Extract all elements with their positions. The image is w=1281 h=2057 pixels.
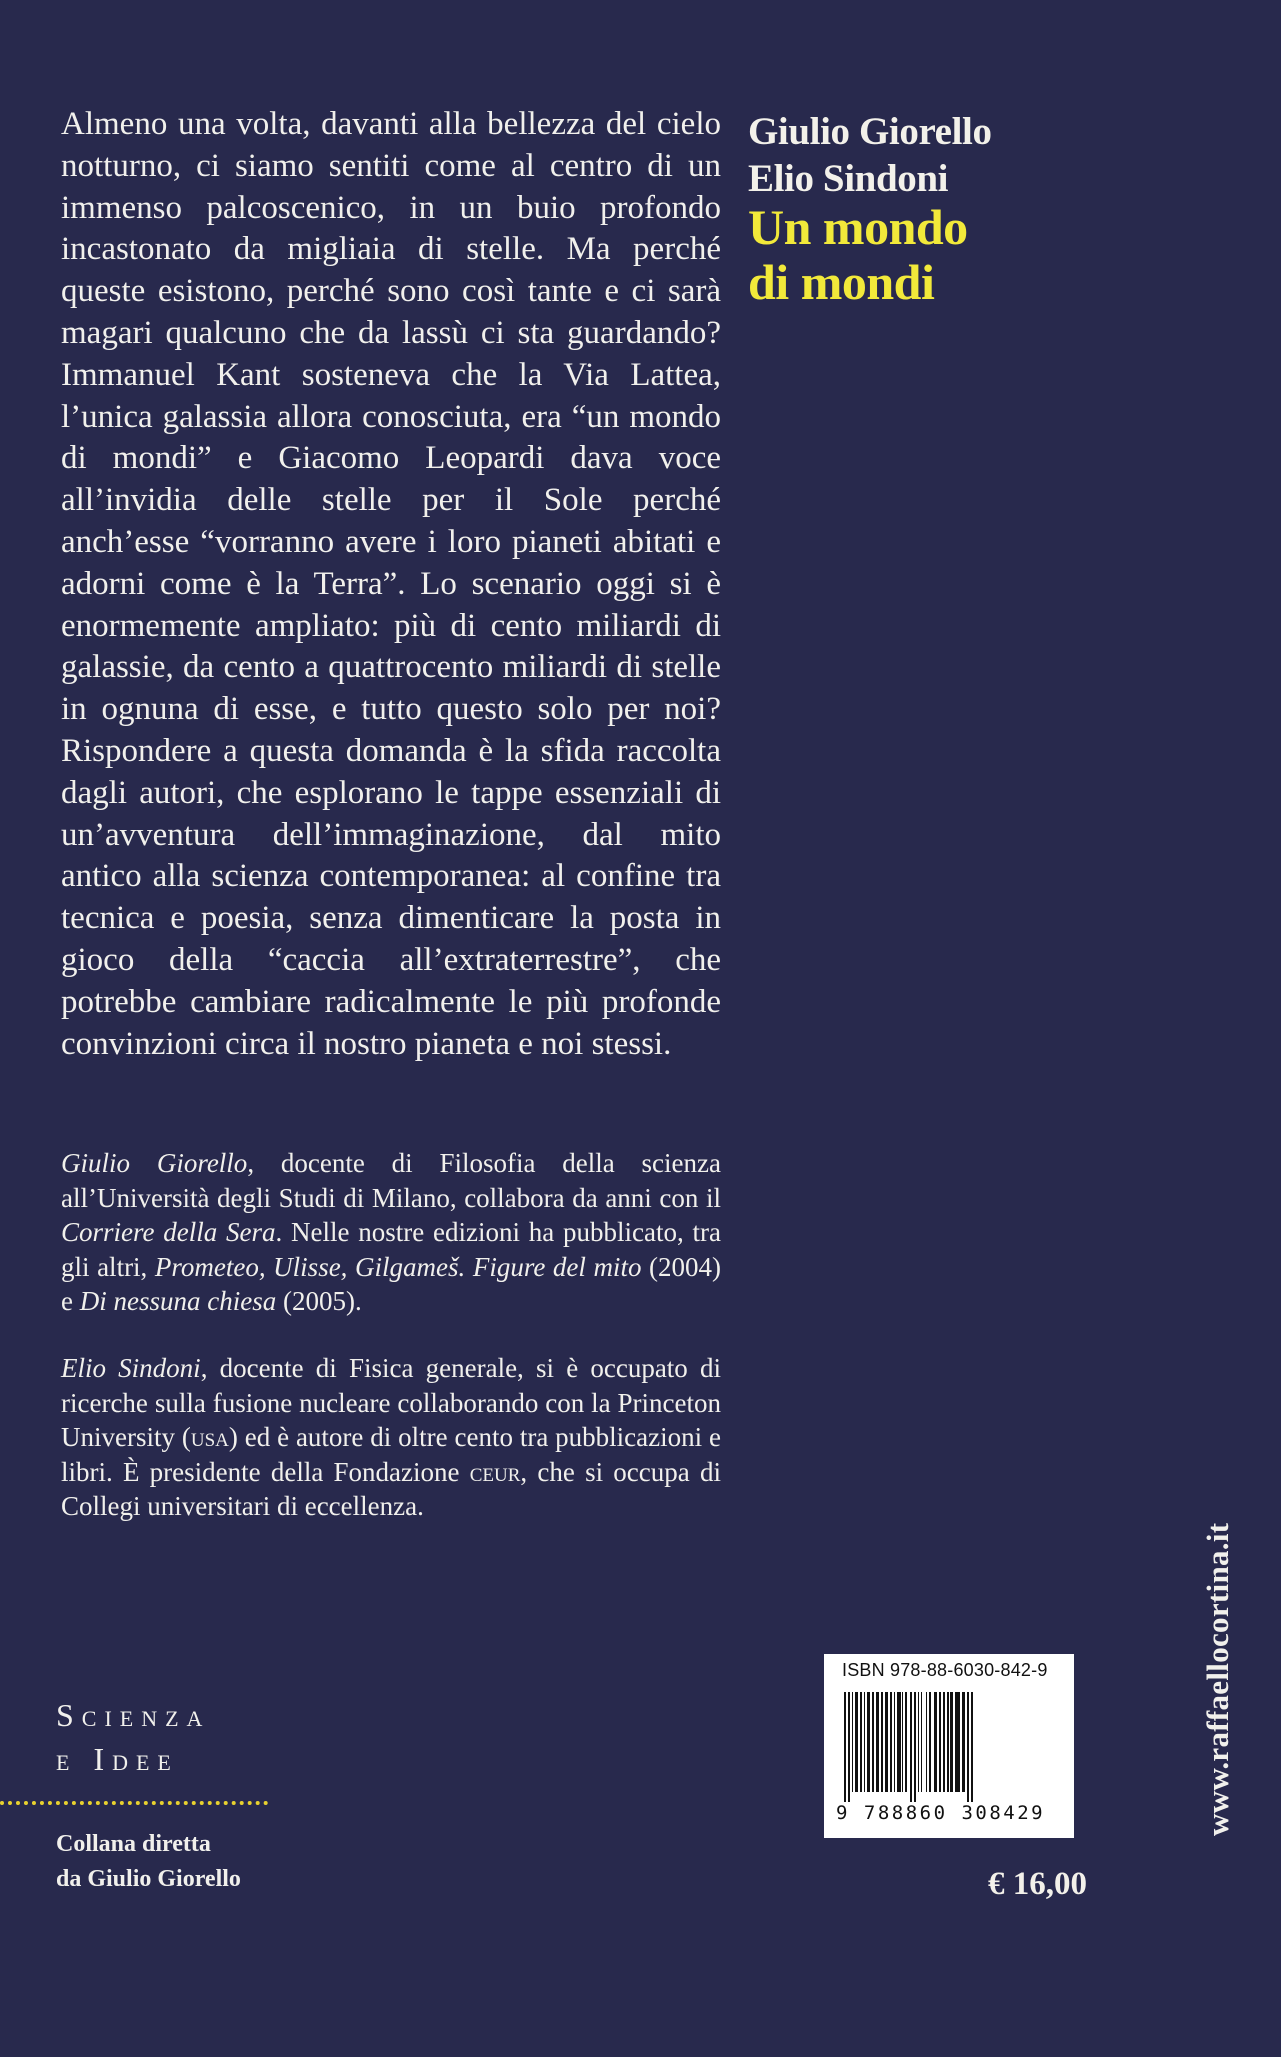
author-name: Giulio Giorello [748, 110, 992, 153]
book-blurb: Almeno una volta, davanti alla bellezza del cielo notturno, ci siamo sentiti come al centro di un immenso palcoscenico, in un buio profondo incastonato da migliaia di stelle. Ma perché queste esistono, perché sono così tante e ci sarà magari qualcuno che da lassù ci sta guardando? Immanuel Kant sosteneva che la Via Lattea, l’unica galassia allora conosciuta, era “un mondo di mondi” e Giacomo Leopardi dava voce all’invidia delle stelle per il Sole perché anch’esse “vorranno avere i loro pianeti abitati e adorni come è la Terra”. Lo scenario oggi si è enormemente ampliato: più di cento miliardi di galassie, da cento a quattrocento miliardi di stelle in ognuna di esse, e tutto questo solo per noi? Rispondere a questa domanda è la sfida raccolta dagli autori, che esplorano le tappe essenziali di un’avventura dell’immaginazione, dal mito antico alla scienza contemporanea: al confine tra tecnica e poesia, senza dimenticare la posta in gioco della “caccia all’extraterrestre”, che potrebbe cambiare radicalmente le più profonde convinzioni circa il nostro pianeta e noi stessi. [61, 106, 721, 1062]
barcode-bar [947, 1692, 949, 1792]
isbn-barcode [824, 1654, 1074, 1838]
barcode-bar [910, 1692, 912, 1802]
book-title-line: Un mondo [748, 199, 968, 255]
barcode-bar [848, 1692, 850, 1802]
publisher-website: www.raffaellocortina.it [1200, 1522, 1235, 1836]
book-title [748, 200, 968, 310]
author-bio-giorello: Giulio Giorello, docente di Filosofia della scienza all’Università degli Studi di Milano, collabora da anni con il Corriere della Sera. Nelle nostre edizioni ha pubblicato, tra gli altri, Prometeo, Ulisse, Gilgameš. Figure del mito (2004) e Di nessuna chiesa (2005). [61, 1148, 722, 1316]
author-name: Elio Sindoni [748, 157, 949, 200]
book-authors [748, 108, 992, 202]
barcode-bar [962, 1692, 965, 1792]
barcode-bar [855, 1692, 858, 1792]
series-editor: Collana diretta da Giulio Giorello [56, 1831, 241, 1892]
barcode-bar [885, 1692, 888, 1792]
barcode-bar [860, 1692, 862, 1792]
author-bio-sindoni: Elio Sindoni, docente di Fisica generale, si è occupato di ricerche sulla fusione nucleare collaborando con la Princeton University (usa) ed è autore di oltre cento tra pubblicazioni e libri. È presidente della Fondazione ceur, che si occupa di Collegi universitari di eccellenza. [61, 1353, 721, 1521]
barcode-bar [939, 1692, 941, 1792]
barcode-bar [890, 1692, 892, 1792]
barcode-bar [929, 1692, 931, 1792]
book-title-line: di mondi [748, 254, 935, 310]
barcode-bar [852, 1692, 853, 1792]
barcode-bar [959, 1692, 960, 1792]
barcode-bar [918, 1692, 919, 1792]
ean-digits: 9 788860 308429 [836, 1802, 1046, 1824]
barcode-bar [867, 1692, 870, 1792]
isbn-number: ISBN 978-88-6030-842-9 [842, 1660, 1048, 1680]
series-name-line: Scienza [56, 1697, 211, 1733]
barcode-bar [934, 1692, 937, 1792]
barcode-bar [943, 1692, 945, 1792]
barcode-bar [844, 1692, 846, 1802]
barcode-bar [955, 1692, 959, 1792]
barcode-bar [967, 1692, 969, 1802]
series-name [56, 1693, 276, 1781]
barcode-bar [897, 1692, 901, 1792]
barcode-bar [905, 1692, 907, 1792]
barcode-bar [894, 1692, 895, 1792]
barcode-bar [876, 1692, 879, 1792]
book-price: € 16,00 [988, 1866, 1087, 1902]
barcode-bar [914, 1692, 916, 1802]
dotted-divider [0, 1801, 268, 1805]
barcode-bars [842, 1692, 1062, 1802]
barcode-bar [872, 1692, 874, 1792]
barcode-bar [881, 1692, 883, 1792]
series-name-line: e Idee [56, 1741, 179, 1777]
barcode-bar [864, 1692, 865, 1792]
barcode-bar [902, 1692, 903, 1792]
barcode-bar [926, 1692, 927, 1792]
barcode-bar [921, 1692, 922, 1792]
barcode-bar [950, 1692, 953, 1792]
bio-author-name: Giulio Giorello [61, 1148, 248, 1178]
bio-author-name: Elio Sindoni [61, 1353, 201, 1383]
barcode-bar [971, 1692, 973, 1802]
